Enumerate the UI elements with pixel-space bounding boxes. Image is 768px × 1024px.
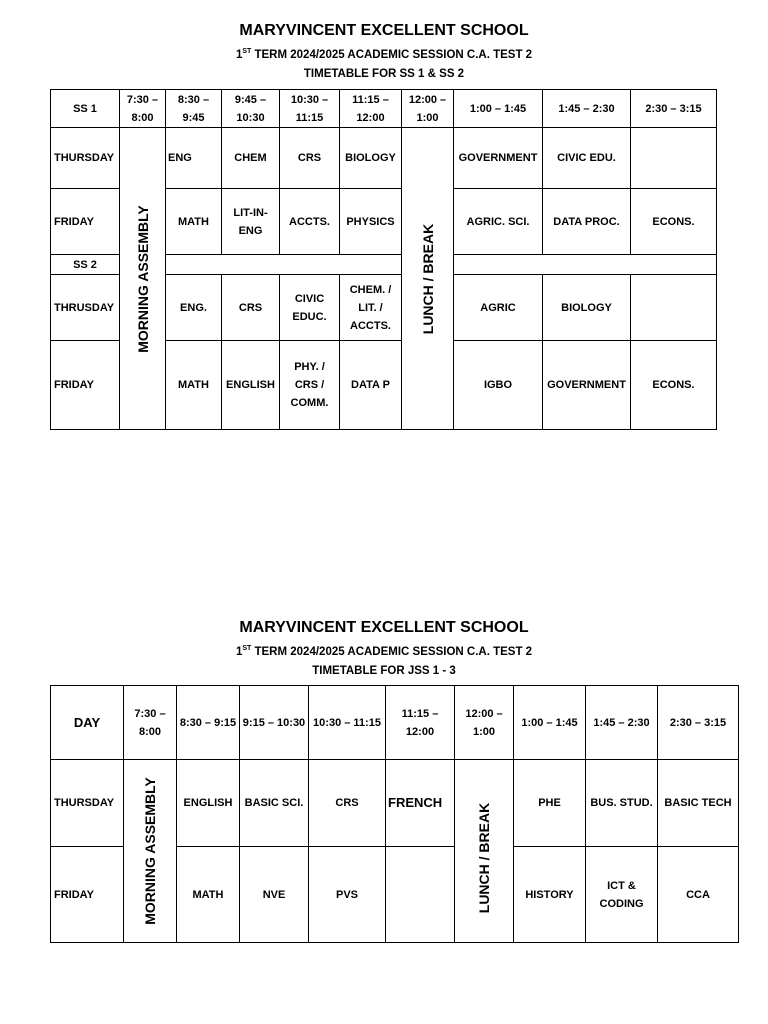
subject-cell: ENG. [166, 275, 222, 341]
timetable-subtitle: TIMETABLE FOR SS 1 & SS 2 [303, 68, 465, 80]
lunch-break-cell [455, 760, 514, 943]
subject-cell: IGBO [454, 341, 543, 430]
time-cell: 8:30 – 9:15 [177, 686, 240, 760]
term-line: 1ST TERM 2024/2025 ACADEMIC SESSION C.A. TEST 2 [235, 645, 533, 658]
subject-cell: CHEM [222, 128, 280, 189]
school-name: MARYVINCENT EXCELLENT SCHOOL [239, 22, 529, 39]
subject-cell: ICT & CODING [586, 847, 658, 943]
time-cell: 9:45 – 10:30 [222, 90, 280, 128]
morning-assembly-cell [120, 128, 166, 430]
time-cell: 9:15 – 10:30 [240, 686, 309, 760]
ss-timetable-table [50, 89, 717, 430]
subject-cell: PVS [309, 847, 386, 943]
subject-cell: NVE [240, 847, 309, 943]
day-cell: THURSDAY [51, 128, 120, 189]
ss2-label-cell: SS 2 [51, 255, 120, 275]
morning-assembly-label: MORNING ASSEMBLY [134, 204, 151, 353]
corner-cell: SS 1 [51, 90, 120, 128]
table-row [51, 128, 717, 189]
day-cell: THURSDAY [51, 760, 124, 847]
time-cell: 10:30 – 11:15 [309, 686, 386, 760]
jss-timetable-table [50, 685, 739, 943]
subject-cell [631, 275, 717, 341]
subject-cell: CRS [280, 128, 340, 189]
subject-cell: ENGLISH [177, 760, 240, 847]
time-cell: 2:30 – 3:15 [631, 90, 717, 128]
time-cell: 1:00 – 1:45 [514, 686, 586, 760]
header-row [51, 90, 717, 128]
subject-cell: ENG [166, 128, 222, 189]
subject-cell: ECONS. [631, 341, 717, 430]
subject-cell: CIVIC EDU. [543, 128, 631, 189]
subject-cell: BUS. STUD. [586, 760, 658, 847]
subject-cell: ENGLISH [222, 341, 280, 430]
subject-cell: ECONS. [631, 189, 717, 255]
subject-cell: DATA P [340, 341, 402, 430]
subject-cell: PHYSICS [340, 189, 402, 255]
subject-cell: MATH [177, 847, 240, 943]
table-row [51, 760, 739, 847]
subject-cell: BIOLOGY [543, 275, 631, 341]
subject-cell [631, 128, 717, 189]
lunch-break-label: LUNCH / BREAK [419, 223, 436, 334]
subject-cell: ACCTS. [280, 189, 340, 255]
subject-cell: PHE [514, 760, 586, 847]
lunch-break-cell [402, 128, 454, 430]
subject-cell: AGRIC [454, 275, 543, 341]
time-cell: 2:30 – 3:15 [658, 686, 739, 760]
subject-cell: BASIC TECH [658, 760, 739, 847]
day-cell: FRIDAY [51, 341, 120, 430]
day-cell: FRIDAY [51, 189, 120, 255]
corner-cell: DAY [51, 686, 124, 760]
subject-cell: BIOLOGY [340, 128, 402, 189]
subject-cell: GOVERNMENT [543, 341, 631, 430]
time-cell: 1:00 – 1:45 [454, 90, 543, 128]
time-cell: 7:30 – 8:00 [124, 686, 177, 760]
day-cell: THRUSDAY [51, 275, 120, 341]
time-cell: 12:00 – 1:00 [402, 90, 454, 128]
subject-cell: GOVERNMENT [454, 128, 543, 189]
time-cell: 1:45 – 2:30 [543, 90, 631, 128]
time-cell: 8:30 – 9:45 [166, 90, 222, 128]
header-row [51, 686, 739, 760]
time-cell: 10:30 – 11:15 [280, 90, 340, 128]
time-cell: 11:15 – 12:00 [340, 90, 402, 128]
time-cell: 7:30 – 8:00 [120, 90, 166, 128]
subject-cell: CRS [222, 275, 280, 341]
morning-assembly-label: MORNING ASSEMBLY [142, 777, 158, 925]
school-name: MARYVINCENT EXCELLENT SCHOOL [239, 619, 529, 636]
subject-cell: LIT-IN-ENG [222, 189, 280, 255]
empty-cell [454, 255, 717, 275]
subject-cell: CRS [309, 760, 386, 847]
subject-cell: FRENCH [386, 760, 455, 847]
empty-cell [166, 255, 402, 275]
subject-cell [386, 847, 455, 943]
time-cell: 11:15 – 12:00 [386, 686, 455, 760]
subject-cell: MATH [166, 189, 222, 255]
lunch-break-label: LUNCH / BREAK [476, 803, 492, 914]
time-cell: 12:00 – 1:00 [455, 686, 514, 760]
subject-cell: CIVIC EDUC. [280, 275, 340, 341]
subject-cell: MATH [166, 341, 222, 430]
subject-cell: AGRIC. SCI. [454, 189, 543, 255]
subject-cell: BASIC SCI. [240, 760, 309, 847]
timetable-subtitle: TIMETABLE FOR JSS 1 - 3 [312, 665, 456, 677]
day-cell: FRIDAY [51, 847, 124, 943]
subject-cell: HISTORY [514, 847, 586, 943]
subject-cell: CHEM. / LIT. / ACCTS. [340, 275, 402, 341]
subject-cell: CCA [658, 847, 739, 943]
morning-assembly-cell [124, 760, 177, 943]
time-cell: 1:45 – 2:30 [586, 686, 658, 760]
term-line: 1ST TERM 2024/2025 ACADEMIC SESSION C.A. TEST 2 [235, 48, 533, 61]
subject-cell: PHY. / CRS / COMM. [280, 341, 340, 430]
subject-cell: DATA PROC. [543, 189, 631, 255]
